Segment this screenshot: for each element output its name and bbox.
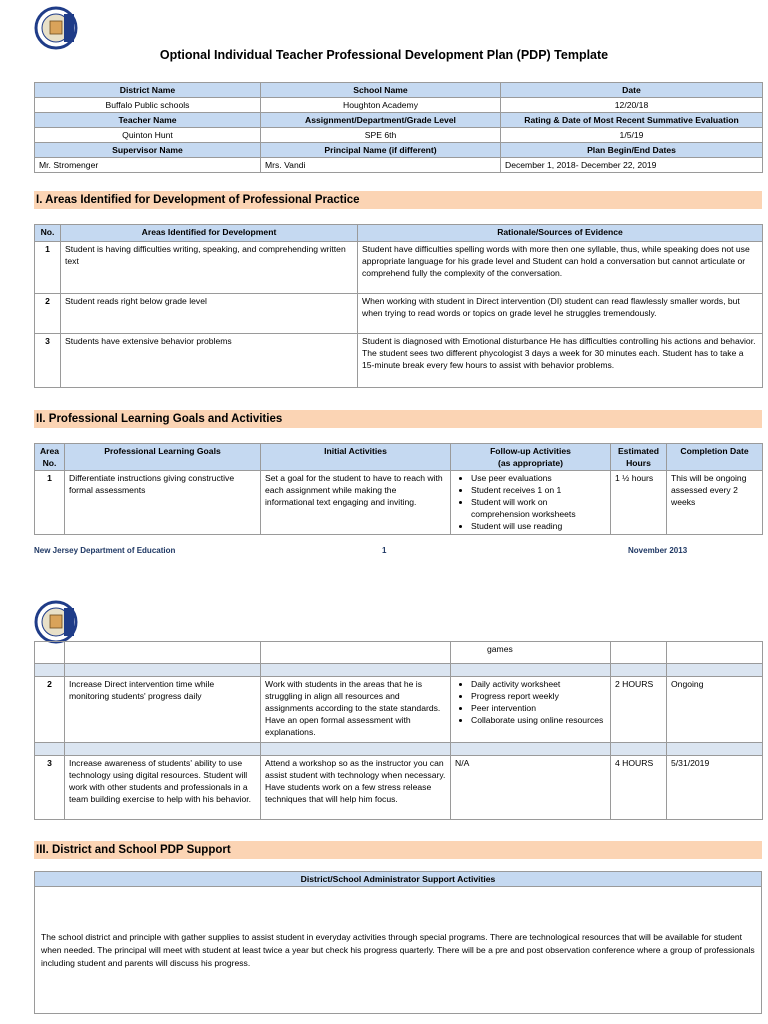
followup-item: • Student will work on comprehension worksheets: [471, 496, 606, 520]
nj-doe-seal-logo: [34, 600, 78, 644]
document-title: Optional Individual Teacher Professional Development Plan (PDP) Template: [159, 48, 609, 62]
followup-item: • Peer intervention: [471, 702, 606, 714]
plan-dates-value: December 1, 2018- December 22, 2019: [501, 158, 763, 173]
area-description: Students have extensive behavior problems: [61, 334, 358, 388]
teacher-name-value: Quinton Hunt: [35, 128, 261, 143]
footer-date: November 2013: [628, 546, 688, 555]
estimated-hours: 1 ½ hours: [611, 471, 667, 535]
support-activities-box: [34, 871, 762, 1014]
info-header: Plan Begin/End Dates: [501, 143, 763, 158]
footer-department: New Jersey Department of Education: [34, 546, 176, 555]
initial-activities: Work with students in the areas that he is struggling in align all resources and assignments according to the state standards. Have an open formal assessment with explanations.: [261, 677, 451, 743]
followup-item: • Progress report weekly: [471, 690, 606, 702]
teacher-info-table: [34, 82, 763, 173]
goal-description: Increase awareness of students' ability to use technology using digital resources. Student will work with other students and professionals in a team building exercise to help with his behavior.: [65, 756, 261, 820]
column-header: Rationale/Sources of Evidence: [358, 225, 763, 242]
section-3-heading: III. District and School PDP Support: [34, 841, 762, 859]
school-name-value: Houghton Academy: [261, 98, 501, 113]
followup-item: • Use peer evaluations: [471, 472, 606, 484]
completion-date: Ongoing: [667, 677, 763, 743]
areas-table: [34, 224, 763, 388]
completion-date: This will be ongoing assessed every 2 weeks: [667, 471, 763, 535]
info-header: Teacher Name: [35, 113, 261, 128]
followup-item: • Student receives 1 on 1: [471, 484, 606, 496]
assignment-value: SPE 6th: [261, 128, 501, 143]
initial-activities: Set a goal for the student to have to reach with each assignment while making the informational text engaging and inviting.: [261, 471, 451, 535]
support-box-header: District/School Administrator Support Activities: [35, 872, 761, 887]
supervisor-name-value: Mr. Stromenger: [35, 158, 261, 173]
column-header: Estimated Hours: [611, 444, 667, 471]
info-header: District Name: [35, 83, 261, 98]
goal-description: Differentiate instructions giving constructive formal assessments: [65, 471, 261, 535]
section-1-heading: I. Areas Identified for Development of Professional Practice: [34, 191, 762, 209]
support-activities-text: The school district and principle with gather supplies to assist student in everyday activities through special programs. There are technological resources that will be available for student when needed. The principal will meet with student at least twice a year but check his progress quarterly. There will be a pre and post observation conference where a group of professionals including student and parents will discuss his progress.: [41, 932, 755, 968]
column-header: Completion Date: [667, 444, 763, 471]
column-header: No.: [35, 225, 61, 242]
area-rationale: Student have difficulties spelling words with more then one syllable, thus, while speaking does not use appropriate language for his grade level and Student can hold a conversation but cannot articulate or comprehend fully the complexity of the conversation.: [358, 242, 763, 294]
estimated-hours: 2 HOURS: [611, 677, 667, 743]
followup-item: • Collaborate using online resources: [471, 714, 606, 726]
area-description: Student reads right below grade level: [61, 294, 358, 334]
district-name-value: Buffalo Public schools: [35, 98, 261, 113]
column-header: Area No.: [35, 444, 65, 471]
info-header: Principal Name (if different): [261, 143, 501, 158]
estimated-hours: 4 HOURS: [611, 756, 667, 820]
initial-activities: Attend a workshop so as the instructor you can assist student with technology when necessary. Have students work on a few stress release techniques that will help him focus.: [261, 756, 451, 820]
followup-activities: [451, 677, 611, 743]
goal-area-number: 1: [35, 471, 65, 535]
info-header: Date: [501, 83, 763, 98]
followup-activities: N/A: [451, 756, 611, 820]
date-value: 12/20/18: [501, 98, 763, 113]
area-number: 1: [35, 242, 61, 294]
goals-table-page1: [34, 443, 763, 535]
goal-description: Increase Direct intervention time while monitoring students' progress daily: [65, 677, 261, 743]
area-number: 2: [35, 294, 61, 334]
section-2-heading: II. Professional Learning Goals and Activities: [34, 410, 762, 428]
area-description: Student is having difficulties writing, speaking, and comprehending written text: [61, 242, 358, 294]
area-rationale: When working with student in Direct intervention (DI) student can read flawlessly smaller words, but when trying to read words or topics on grade level he struggles tremendously.: [358, 294, 763, 334]
column-header: Initial Activities: [261, 444, 451, 471]
column-header: Professional Learning Goals: [65, 444, 261, 471]
info-header: Rating & Date of Most Recent Summative Evaluation: [501, 113, 763, 128]
goal-area-number: 2: [35, 677, 65, 743]
completion-date: 5/31/2019: [667, 756, 763, 820]
followup-header-sub: (as appropriate): [498, 458, 563, 468]
followup-item: • Student will use reading: [471, 520, 606, 532]
nj-doe-seal-logo: [34, 6, 78, 50]
followup-activities: [451, 471, 611, 535]
area-number: 3: [35, 334, 61, 388]
goals-table-page2: [34, 641, 763, 820]
rating-date-value: 1/5/19: [501, 128, 763, 143]
followup-item: • Daily activity worksheet: [471, 678, 606, 690]
footer-page-number: 1: [382, 546, 387, 555]
followup-continued: games: [451, 642, 611, 664]
followup-header-label: Follow-up Activities: [490, 446, 571, 456]
info-header: Assignment/Department/Grade Level: [261, 113, 501, 128]
goal-area-number: 3: [35, 756, 65, 820]
column-header: Areas Identified for Development: [61, 225, 358, 242]
info-header: Supervisor Name: [35, 143, 261, 158]
area-rationale: Student is diagnosed with Emotional disturbance He has difficulties controlling his actions and behavior. The student sees two different phycologist 3 days a week for 30 minutes each. Student has to take a 15-minute break every few hours to assist with behavior problems.: [358, 334, 763, 388]
info-header: School Name: [261, 83, 501, 98]
column-header: [451, 444, 611, 471]
principal-name-value: Mrs. Vandi: [261, 158, 501, 173]
